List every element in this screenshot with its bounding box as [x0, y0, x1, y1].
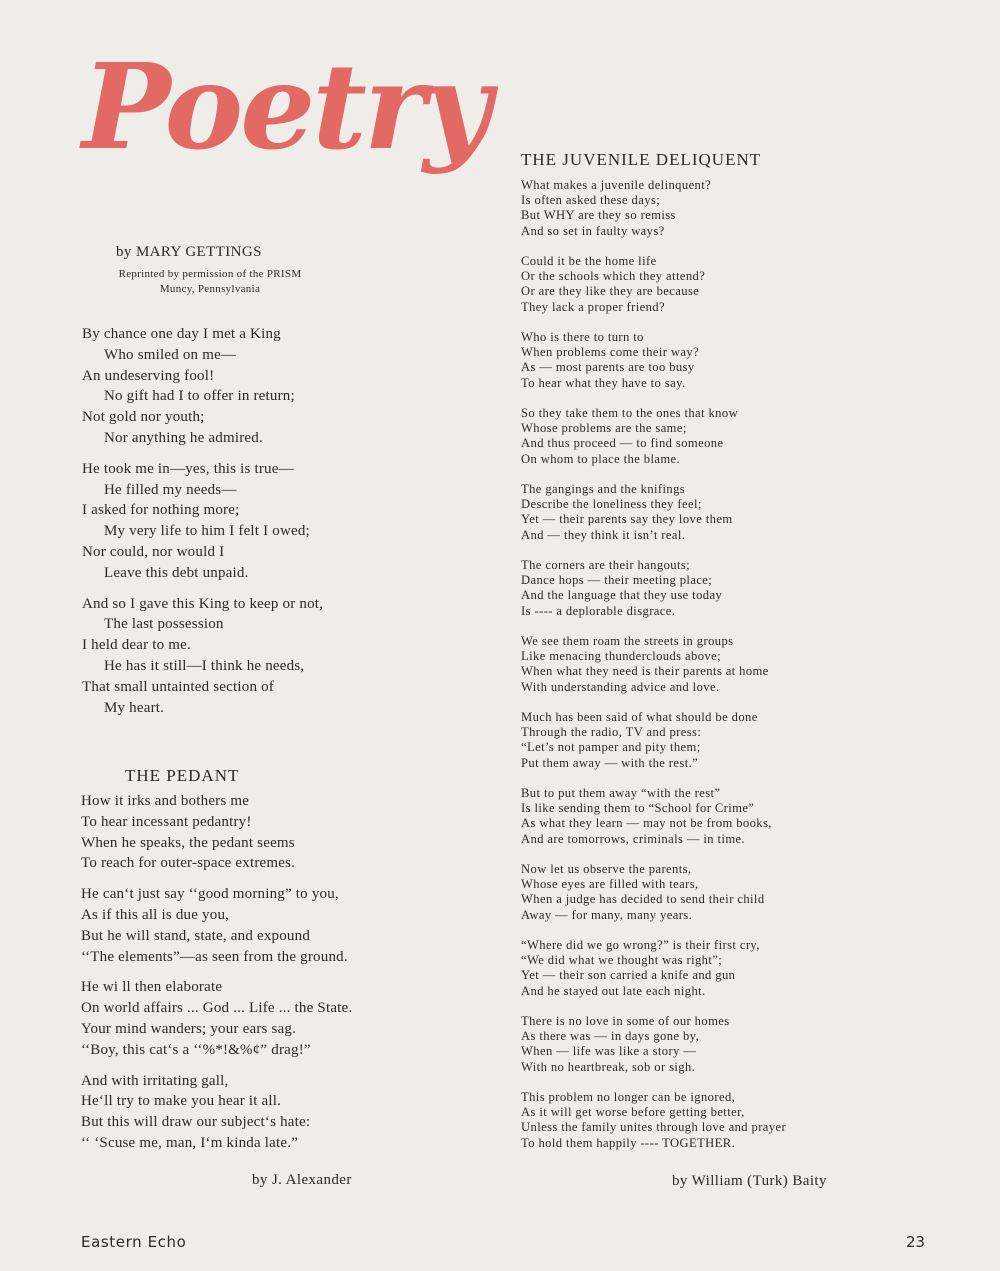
poem-line: And are tomorrows, criminals — in time. [521, 831, 746, 846]
poem-line: He wi ll then elaborate [81, 979, 223, 996]
poem-line: When problems come their way? [521, 345, 700, 360]
poem-line: Unless the family unites through love and prayer [521, 1120, 787, 1135]
stanza [81, 1071, 352, 1154]
poem-line: That small untainted section of [82, 678, 274, 695]
stanza [82, 594, 323, 719]
poem-line: To hear what they have to say. [521, 375, 686, 390]
reprint-line-2: Muncy, Pennsylvania [159, 283, 261, 295]
poem-line: By chance one day I met a King [82, 326, 281, 342]
poem-line: Could it be the home life [521, 254, 657, 268]
poem1-byline: by MARY GETTINGS [116, 244, 262, 260]
poem-line: And the language that they use today [521, 588, 723, 603]
poem-line: I asked for nothing more; [82, 502, 240, 519]
stanza [521, 1014, 786, 1075]
poem-line: And so set in faulty ways? [521, 223, 665, 238]
poem-line: Whose eyes are filled with tears, [521, 877, 699, 892]
page-number: 23 [906, 1233, 926, 1251]
poem-line: My very life to him I felt I owed; [104, 523, 310, 540]
stanza [521, 558, 786, 619]
poem-line: To hear incessant pedantry! [81, 813, 252, 830]
poem-line: With no heartbreak, sob or sigh. [521, 1059, 696, 1074]
poem-line: But he will stand, state, and expound [81, 927, 311, 944]
poem-pedant [81, 791, 352, 1164]
poem-line: With understanding advice and love. [521, 679, 720, 694]
poem-line: So they take them to the ones that know [521, 406, 739, 420]
stanza [521, 938, 786, 999]
poem-line: The gangings and the knifings [521, 482, 686, 496]
poem-line: ‘‘ ‘Scuse me, man, I‘m kinda late.” [81, 1134, 299, 1151]
stanza [521, 862, 786, 923]
poem-line: And so I gave this King to keep or not, [82, 595, 324, 612]
poem-line: On world affairs ... God ... Life ... the State. [81, 1000, 353, 1017]
stanza [81, 884, 352, 967]
poem-line: On whom to place the blame. [521, 451, 681, 466]
poem-line: Who is there to turn to [521, 330, 644, 344]
stanza [81, 977, 352, 1060]
poem-line: And — they think it isn’t real. [521, 527, 686, 542]
poem-line: Or are they like they are because [521, 284, 700, 299]
poem-line: He took me in—yes, this is true— [82, 460, 294, 477]
poem-king [82, 324, 323, 728]
poem-line: Is often asked these days; [521, 193, 661, 208]
poem-line: They lack a proper friend? [521, 299, 665, 314]
poem-line: As what they learn — may not be from books, [521, 816, 772, 831]
poem-line: But WHY are they so remiss [521, 208, 676, 223]
poem-line: No gift had I to offer in return; [104, 388, 295, 405]
poem-line: The last possession [104, 616, 224, 633]
poem-line: As if this all is due you, [81, 906, 230, 923]
poem-line: But to put them away “with the rest” [521, 786, 721, 800]
poem-line: He can‘t just say ‘‘good morning” to you, [81, 886, 339, 903]
poem-line: Yet — their parents say they love them [521, 512, 733, 527]
poem-line: Not gold nor youth; [82, 409, 205, 426]
poem-line: And thus proceed — to find someone [521, 436, 724, 451]
poem-line: When — life was like a story — [521, 1044, 697, 1059]
poem-line: He filled my needs— [104, 481, 237, 498]
reprint-credit [82, 267, 338, 297]
stanza [521, 330, 786, 391]
poem-line: When a judge has decided to send their child [521, 892, 765, 907]
poem-line: He‘ll try to make you hear it all. [81, 1093, 282, 1110]
reprint-line-1: Reprinted by permission of the PRISM [118, 268, 302, 280]
poem-line: Dance hops — their meeting place; [521, 573, 713, 588]
poem-line: My heart. [104, 699, 165, 716]
poem-line: Or the schools which they attend? [521, 269, 706, 284]
stanza [521, 710, 786, 771]
poem-line: ‘‘Boy, this cat‘s a ‘‘%*!&%¢” drag!” [81, 1041, 311, 1058]
stanza [521, 786, 786, 847]
poetry-masthead: Poetry [82, 37, 489, 176]
poem-line: We see them roam the streets in groups [521, 634, 734, 648]
poem-line: “Let’s not pamper and pity them; [521, 740, 701, 755]
poem-line: Nor anything he admired. [104, 429, 263, 446]
poem-line: Is ---- a deplorable disgrace. [521, 603, 676, 618]
stanza [521, 1090, 786, 1151]
poem-line: How it irks and bothers me [81, 793, 250, 809]
stanza [521, 482, 786, 543]
poem-line: Now let us observe the parents, [521, 862, 692, 876]
poem-line: Your mind wanders; your ears sag. [81, 1020, 297, 1037]
poem-line: I held dear to me. [82, 637, 191, 654]
poem2-title: THE PEDANT [125, 766, 240, 785]
stanza [81, 791, 352, 874]
poem-line: Whose problems are the same; [521, 421, 687, 436]
publication-name: Eastern Echo [81, 1233, 187, 1251]
poem-line: An undeserving fool! [82, 367, 215, 384]
poem-line: To hold them happily ---- TOGETHER. [521, 1135, 736, 1150]
poem3-author: by William (Turk) Baity [672, 1173, 827, 1189]
poem-line: “We did what we thought was right”; [521, 953, 723, 968]
poem-line: There is no love in some of our homes [521, 1014, 730, 1028]
poem3-title: THE JUVENILE DELIQUENT [521, 150, 762, 169]
stanza [521, 634, 786, 695]
poem-line: As it will get worse before getting better, [521, 1105, 745, 1120]
poem-line: Who smiled on me— [104, 346, 237, 363]
poem-line: ‘‘The elements”—as seen from the ground. [81, 948, 348, 965]
poem-line: As there was — in days gone by, [521, 1029, 700, 1044]
poem-juvenile-delinquent [521, 178, 786, 1166]
poem-line: What makes a juvenile delinquent? [521, 178, 712, 192]
stanza [521, 178, 786, 239]
poem-line: As — most parents are too busy [521, 360, 695, 375]
stanza [82, 324, 323, 449]
poem-line: Like menacing thunderclouds above; [521, 649, 721, 664]
poem-line: Is like sending them to “School for Crime” [521, 801, 755, 816]
poem-line: To reach for outer-space extremes. [81, 855, 296, 872]
stanza [521, 254, 786, 315]
stanza [82, 459, 323, 584]
poem-line: “Where did we go wrong?” is their first cry, [521, 938, 760, 952]
stanza [521, 406, 786, 467]
poem-line: Put them away — with the rest.” [521, 755, 699, 770]
poem-line: Leave this debt unpaid. [104, 564, 249, 581]
poem-line: And he stayed out late each night. [521, 983, 706, 998]
poem-line: Away — for many, many years. [521, 907, 693, 922]
poem2-author: by J. Alexander [252, 1172, 352, 1188]
poem-line: The corners are their hangouts; [521, 558, 691, 572]
poem-line: Much has been said of what should be done [521, 710, 758, 724]
poem-line: And with irritating gall, [81, 1072, 229, 1089]
poem-line: When what they need is their parents at home [521, 664, 769, 679]
poem-line: When he speaks, the pedant seems [81, 834, 295, 851]
poem-line: Yet — their son carried a knife and gun [521, 968, 736, 983]
poem-line: But this will draw our subject‘s hate: [81, 1114, 311, 1131]
poem-line: Through the radio, TV and press: [521, 725, 702, 740]
poem-line: He has it still—I think he needs, [104, 657, 305, 674]
poem-line: Describe the loneliness they feel; [521, 497, 702, 512]
poem-line: This problem no longer can be ignored, [521, 1090, 736, 1104]
poem-line: Nor could, nor would I [82, 543, 225, 560]
